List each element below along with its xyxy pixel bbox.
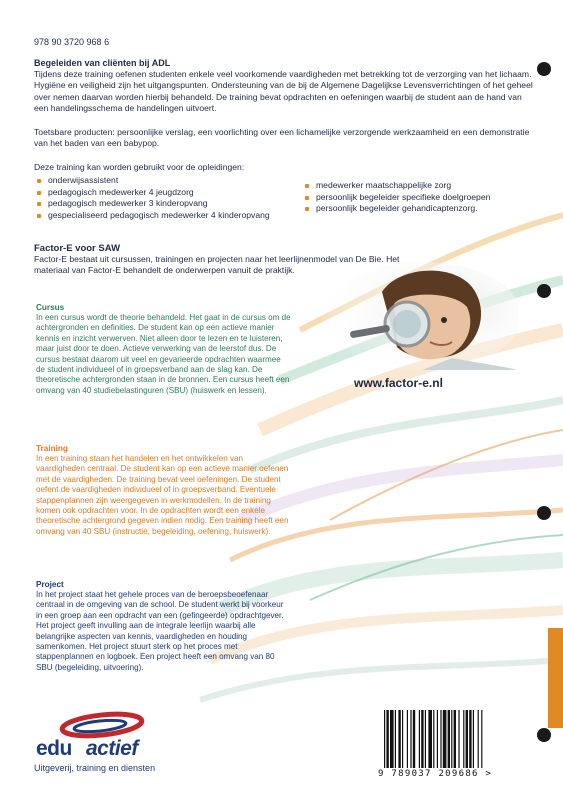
project-heading: Project <box>36 580 64 589</box>
list-item: pedagogisch medewerker 4 jeugdzorg <box>34 187 270 199</box>
factor-title: Factor-E voor SAW <box>34 243 121 254</box>
training-heading: Training <box>36 444 68 453</box>
child-magnifier-photo <box>302 262 518 370</box>
intro-text: Tijdens deze training oefenen studenten enkele veel voorkomende vaardigheden met betrekking tot de verzorging van het lichaam. Hygiëne en veiligheid zijn het uitgangspunten. Ondersteuning van de bij de Algemene Dagelijkse Levensverrichtingen of het geheel over nemen daarvan worden hierbij behandeld. De training bevat opdrachten en oefeningen waarbij de student aan de hand van een handelingsschema de handelingen uitvoert. <box>34 69 533 114</box>
barcode-digits: 9 789037 209686 > <box>378 769 493 779</box>
book-title: Begeleiden van cliënten bij ADL <box>34 58 171 68</box>
binder-hole <box>537 728 551 742</box>
logo-actief: actief <box>86 737 138 760</box>
list-item: onderwijsassistent <box>34 175 270 187</box>
course-list-right <box>302 180 490 215</box>
cursus-heading: Cursus <box>36 303 65 312</box>
orange-edge-tab <box>548 628 563 728</box>
barcode-bars <box>378 706 528 770</box>
course-list-left <box>34 175 270 221</box>
website-url: www.factor-e.nl <box>354 376 443 390</box>
logo-edu: edu <box>36 737 72 760</box>
binder-hole <box>537 284 551 298</box>
isbn: 978 90 3720 968 6 <box>34 37 110 47</box>
training-text: In een training staan het handelen en het ontwikkelen van vaardigheden centraal. De student kan op een actieve manier oefenen met de vaardigheden. De training bevat veel oefeningen. De student oefent de vaardigheden individueel of in groepsverband. Eventuele stappenplannen zijn weergegeven in werkmodellen. In de training komen ook opdrachten voor. In de opdrachten wordt een enkele theoretische achtergrond gegeven indien nodig. Een training heeft een omvang van 40 SBU (instructie, begeleiding, oefening, huiswerk). <box>36 454 289 536</box>
courses-intro: Deze training kan worden gebruikt voor de opleidingen: <box>34 162 245 172</box>
cursus-text: In een cursus wordt de theorie behandeld. Het gaat in de cursus om de achtergronden en definities. De student kan op een actieve manier kennis en inzicht verwerven. Niet alleen door te lezen en te luisteren, maar juist door te doen. Actieve verwerking van de leerstof dus. De cursus bestaat daarom uit veel en gevarieerde opdrachten waarmee de student individueel of in groepsverband aan de slag kan. De theoretische achtergronden staan in de bronnen. Een cursus heeft een omvang van 40 studiebelastinguren (SBU) (huiswerk en lessen). <box>36 313 291 395</box>
list-item: persoonlijk begeleider specifieke doelgroepen <box>302 192 490 204</box>
binder-hole <box>537 62 551 76</box>
logo-tagline: Uitgeverij, training en diensten <box>34 763 156 773</box>
products-text: Toetsbare producten: persoonlijke verslag, een voorlichting over een lichamelijke verzorgende werkzaamheid en een demonstratie van het baden van een babypop. <box>34 127 530 149</box>
list-item: gespecialiseerd pedagogisch medewerker 4 kinderopvang <box>34 210 270 222</box>
list-item: pedagogisch medewerker 3 kinderopvang <box>34 198 270 210</box>
project-text: In het project staat het gehele proces van de beroepsbeoefenaar centraal in de omgeving van de school. De student werkt bij voorkeur in een groep aan een opdracht van een (gefingeerde) opdrachtgever. Het project geeft invulling aan de integrale leerlijn waarbij alle belangrijke aspecten van kennis, vaardigheden en houding samenkomen. Het project stuurt sterk op het proces met stappenplannen en logboek. Een project heeft een omvang van 80 SBU (begeleiding, uitvoering). <box>36 590 284 672</box>
factor-text: Factor-E bestaat uit cursussen, trainingen en projecten naar het leerlijnenmodel van De Bie. Het materiaal van Factor-E behandelt de onderwerpen vanuit de praktijk. <box>34 254 400 276</box>
binder-hole <box>537 506 551 520</box>
list-item: medewerker maatschappelijke zorg <box>302 180 490 192</box>
list-item: persoonlijk begeleider gehandicaptenzorg. <box>302 203 490 215</box>
